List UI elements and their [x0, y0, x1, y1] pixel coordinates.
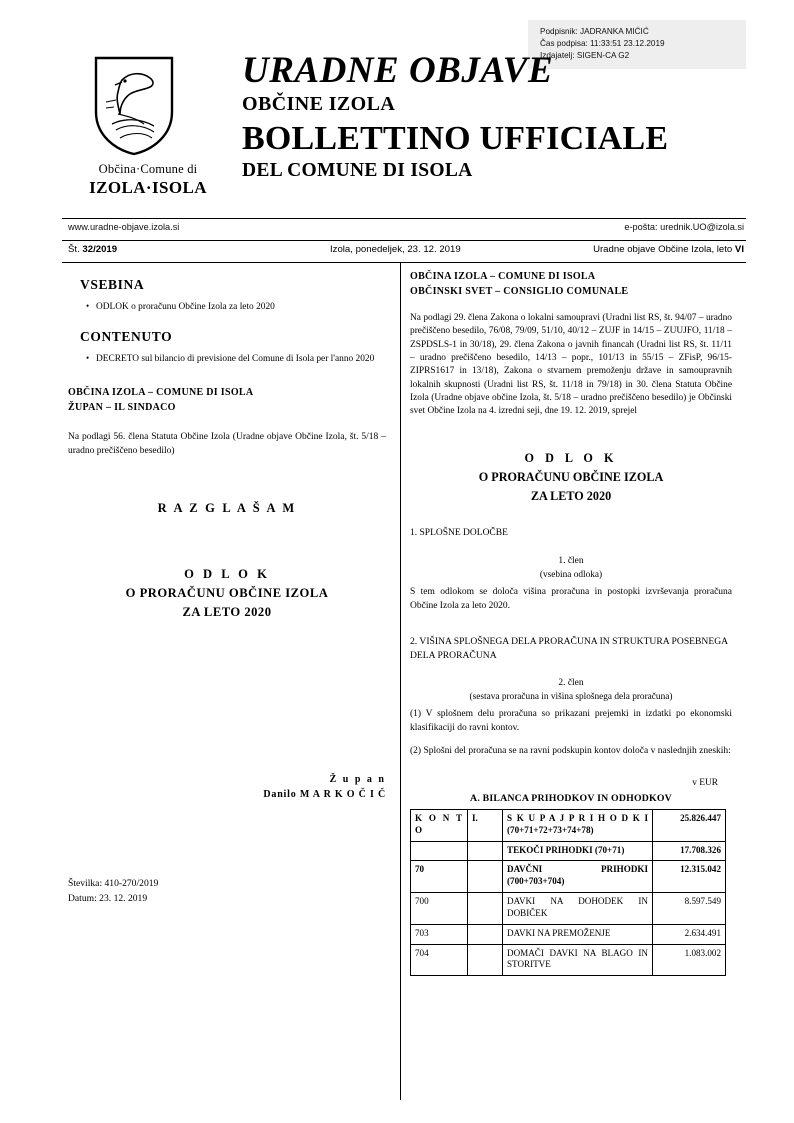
right-column [410, 270, 732, 976]
row-i [468, 924, 503, 944]
signature-block [68, 772, 386, 802]
contact-bar [68, 222, 744, 238]
article-2-subtitle: (sestava proračuna in višina splošnega dela proračuna) [469, 692, 673, 703]
row-desc: DOMAČI DAVKI NA BLAGO IN STORITVE [503, 944, 653, 976]
row-value: 17.708.326 [653, 841, 726, 861]
budget-table [410, 809, 726, 976]
left-authority-block [68, 386, 386, 415]
issue-bar [68, 244, 744, 260]
masthead [62, 52, 746, 212]
authority-line2: ŽUPAN – IL SINDACO [68, 401, 176, 413]
row-desc: DAVKI NA DOHODEK IN DOBIČEK [503, 893, 653, 925]
budget-table-title: A. BILANCA PRIHODKOV IN ODHODKOV [470, 792, 672, 804]
article-2-number: 2. člen [558, 678, 584, 689]
signatory-name: Danilo M A R K O Č I Č [263, 788, 386, 800]
reference-date: Datum: 23. 12. 2019 [68, 893, 148, 905]
row-konto: 703 [411, 924, 468, 944]
column-divider [400, 262, 401, 1100]
table-header-desc: S K U P A J P R I H O D K I (70+71+72+73+74+78) [503, 810, 653, 842]
currency-note: v EUR [692, 777, 718, 788]
table-header-i: I. [468, 810, 503, 842]
row-i [468, 861, 503, 893]
article-1-text: S tem odlokom se določa višina proračuna in postopki izvrševanja proračuna Občine Izola za leto 2020. [410, 587, 732, 611]
crest-caption-line1: Občina·Comune di [98, 162, 198, 176]
list-item[interactable]: • DECRETO sul bilancio di previsione del Comune di Isola per l'anno 2020 [86, 353, 386, 366]
issue-number: Št. 32/2019 [68, 244, 118, 255]
row-i [468, 893, 503, 925]
right-decree-title-line3: ZA LETO 2020 [530, 488, 612, 503]
left-legal-basis: Na podlagi 56. člena Statuta Občine Izola (Uradne objave Občine Izola, št. 5/18 – uradno prečiščeno besedilo) [68, 432, 386, 456]
crest-caption-line2: IZOLA·ISOLA [89, 178, 207, 197]
authority-line1: OBČINA IZOLA – COMUNE DI ISOLA [68, 387, 254, 399]
decree-title-line1: O D L O K [184, 567, 270, 582]
rule-middle [62, 240, 746, 241]
left-decree-title [68, 565, 386, 622]
row-i [468, 944, 503, 976]
row-konto [411, 841, 468, 861]
reference-block [68, 876, 386, 907]
row-desc: DAVKI NA PREMOŽENJE [503, 924, 653, 944]
row-i [468, 841, 503, 861]
right-authority-line1: OBČINA IZOLA – COMUNE DI ISOLA [410, 271, 596, 282]
subtitle-slovene: OBČINE IZOLA [242, 92, 396, 115]
heading-vsebina: VSEBINA [80, 277, 145, 292]
reference-number: Številka: 410-270/2019 [68, 877, 159, 889]
coat-of-arms-icon [92, 54, 176, 158]
signatory-role: Ž u p a n [329, 773, 386, 785]
subtitle-italian: DEL COMUNE DI ISOLA [242, 159, 473, 181]
email-link[interactable]: e-pošta: urednik.UO@izola.si [624, 222, 744, 232]
row-desc: TEKOČI PRIHODKI (70+71) [503, 841, 653, 861]
website-link[interactable]: www.uradne-objave.izola.si [68, 222, 180, 232]
article-1-number: 1. člen [558, 556, 584, 567]
decree-title-line2: O PRORAČUNU OBČINE IZOLA [125, 585, 329, 600]
signature-issuer: Izdajatelj: SIGEN-CA G2 [540, 50, 630, 60]
article-2-paragraph-2: (2) Splošni del proračuna se na ravni podskupin kontov določa v naslednjih zneskih: [410, 746, 731, 757]
issue-place-date: Izola, ponedeljek, 23. 12. 2019 [330, 244, 461, 255]
right-decree-title-line1: O D L O K [524, 450, 618, 465]
row-value: 1.083.002 [653, 944, 726, 976]
table-row [411, 861, 726, 893]
title-slovene: URADNE OBJAVE [242, 50, 554, 91]
toc-vsebina [70, 301, 386, 314]
table-row [411, 924, 726, 944]
right-decree-title [410, 449, 732, 506]
list-item[interactable]: • ODLOK o proračunu Občine Izola za leto 2020 [86, 301, 386, 314]
row-value: 12.315.042 [653, 861, 726, 893]
rule-bottom [62, 262, 746, 263]
heading-contenuto: CONTENUTO [80, 329, 173, 345]
right-authority-line2: OBČINSKI SVET – CONSIGLIO COMUNALE [410, 285, 629, 297]
right-legal-basis: Na podlagi 29. člena Zakona o lokalni samoupravi (Uradni list RS, št. 94/07 – uradno prečiščeno besedilo, 76/08, 79/09, 51/10, 40/12 – ZUJF in 14/15 – ZUUJFO, 11/18 – ZSPDSLS-1 in 30/18), 29. člena Zakona o javnih financah (Uradni list RS, št. 11/11 – uradno prečiščeno besedilo, 14/13 – popr., 101/13 in 55/15 – ZFisP, 96/15- ZIPRS1617 in 13/18), Zakona o stvarnem premoženju države in samoupravnih lokalnih skupnosti (Uradni list RS, št. 11/18 in 79/18) in 30. člena Statuta Občine Izola (Uradne objave občine Izola, št. 5/18 – uradno prečiščeno besedilo) je Občinski svet Občine Izola na 4. izredni seji, dne 19. 12. 2019, sprejel [410, 313, 732, 417]
rule-top [62, 218, 746, 219]
toc-contenuto [70, 353, 386, 366]
row-value: 8.597.549 [653, 893, 726, 925]
masthead-titles [242, 52, 746, 182]
row-konto: 700 [411, 893, 468, 925]
article-2-header [410, 677, 732, 704]
right-decree-title-line2: O PRORAČUNU OBČINE IZOLA [478, 469, 664, 484]
signature-signer: Podpisnik: JADRANKA MIĆIĆ [540, 27, 649, 36]
section-1-heading: 1. SPLOŠNE DOLOČBE [410, 528, 508, 539]
issue-edition: Uradne objave Občine Izola, leto VI [593, 244, 744, 255]
section-2-heading: 2. VIŠINA SPLOŠNEGA DELA PRORAČUNA IN STRUKTURA POSEBNEGA DELA PRORAČUNA [410, 636, 728, 662]
row-konto: 70 [411, 861, 468, 893]
article-1-header [410, 555, 732, 582]
issue-number-value: 32/2019 [82, 244, 118, 255]
table-header-row [411, 810, 726, 842]
proclamation-heading: R A Z G L A Š A M [157, 501, 297, 516]
issue-edition-year: VI [734, 244, 744, 255]
row-desc: DAVČNI PRIHODKI (700+703+704) [503, 861, 653, 893]
table-row [411, 893, 726, 925]
table-header-value: 25.826.447 [653, 810, 726, 842]
row-konto: 704 [411, 944, 468, 976]
left-column [68, 270, 386, 906]
table-row [411, 841, 726, 861]
article-1-subtitle: (vsebina odloka) [539, 570, 603, 580]
article-2-paragraph-1: (1) V splošnem delu proračuna so prikazani prejemki in izdatki po ekonomski klasifikaciji do ravni kontov. [410, 709, 732, 733]
title-italian: BOLLETTINO UFFICIALE [242, 119, 669, 157]
row-value: 2.634.491 [653, 924, 726, 944]
table-header-konto: K O N T O [411, 810, 468, 842]
signature-time: Čas podpisa: 11:33:51 23.12.2019 [540, 38, 665, 48]
crest-caption [62, 162, 234, 198]
decree-title-line3: ZA LETO 2020 [182, 604, 272, 619]
right-authority-block [410, 270, 732, 299]
table-row [411, 944, 726, 976]
